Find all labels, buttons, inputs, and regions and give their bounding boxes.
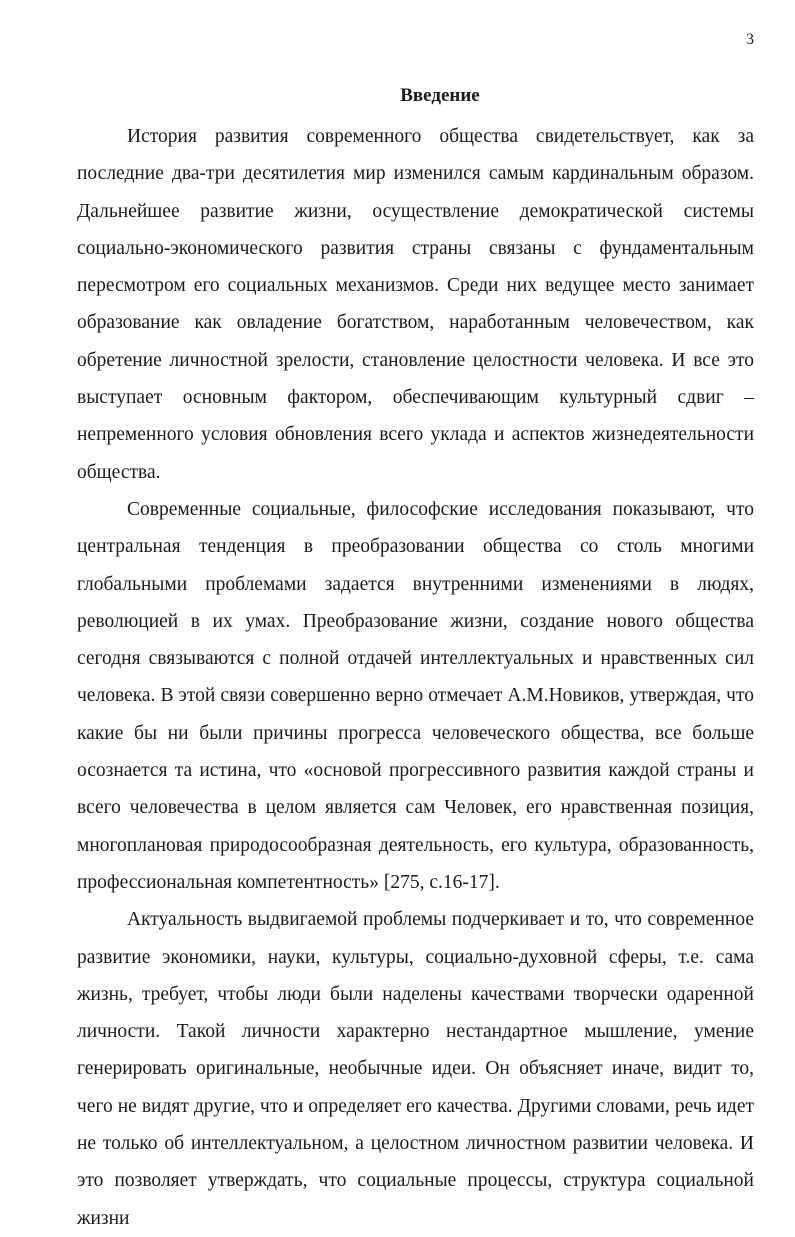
section-heading: Введение	[400, 85, 480, 106]
scan-speck	[568, 818, 570, 820]
document-body	[77, 118, 754, 1237]
paragraph: Современные социальные, философские исследования показывают, что центральная тенденция в преобразовании общества со столь многими глобальными проблемами задается внутренними изменениями в людях, революцией в их умах. Преобразование жизни, создание нового общества сегодня связываются с полной отдачей интеллектуальных и нравственных сил человека. В этой связи совершенно верно отмечает А.М.Новиков, утверждая, что какие бы ни были причины прогресса человеческого общества, все больше осознается та истина, что «основой прогрессивного развития каждой страны и всего человечества в целом является сам Человек, его нравственная позиция, многоплановая природосообразная деятельность, его культура, образованность, профессиональная компетентность» [275, с.16-17].	[77, 498, 754, 893]
paragraph: Актуальность выдвигаемой проблемы подчеркивает и то, что современное развитие экономики, науки, культуры, социально-духовной сферы, т.е. сама жизнь, требует, чтобы люди были наделены качествами творчески одаренной личности. Такой личности характерно нестандартное мышление, умение генерировать оригинальные, необычные идеи. Он объясняет иначе, видит то, чего не видят другие, что и определяет его качества. Другими словами, речь идет не только об интеллектуальном, а целостном личностном развитии человека. И это позволяет утверждать, что социальные процессы, структура социальной жизни	[77, 909, 754, 1229]
paragraph: История развития современного общества свидетельствует, как за последние два-три десятилетия мир изменился самым кардинальным образом. Дальнейшее развитие жизни, осуществление демократической системы социально-экономического развития страны связаны с фундаментальным пересмотром его социальных механизмов. Среди них ведущее место занимает образование как овладение богатством, наработанным человечеством, как обретение личностной зрелости, становление целостности человека. И все это выступает основным фактором, обеспечивающим культурный сдвиг – непременного условия обновления всего уклада и аспектов жизнедеятельности общества.	[77, 126, 754, 483]
page-number: 3	[746, 31, 754, 48]
